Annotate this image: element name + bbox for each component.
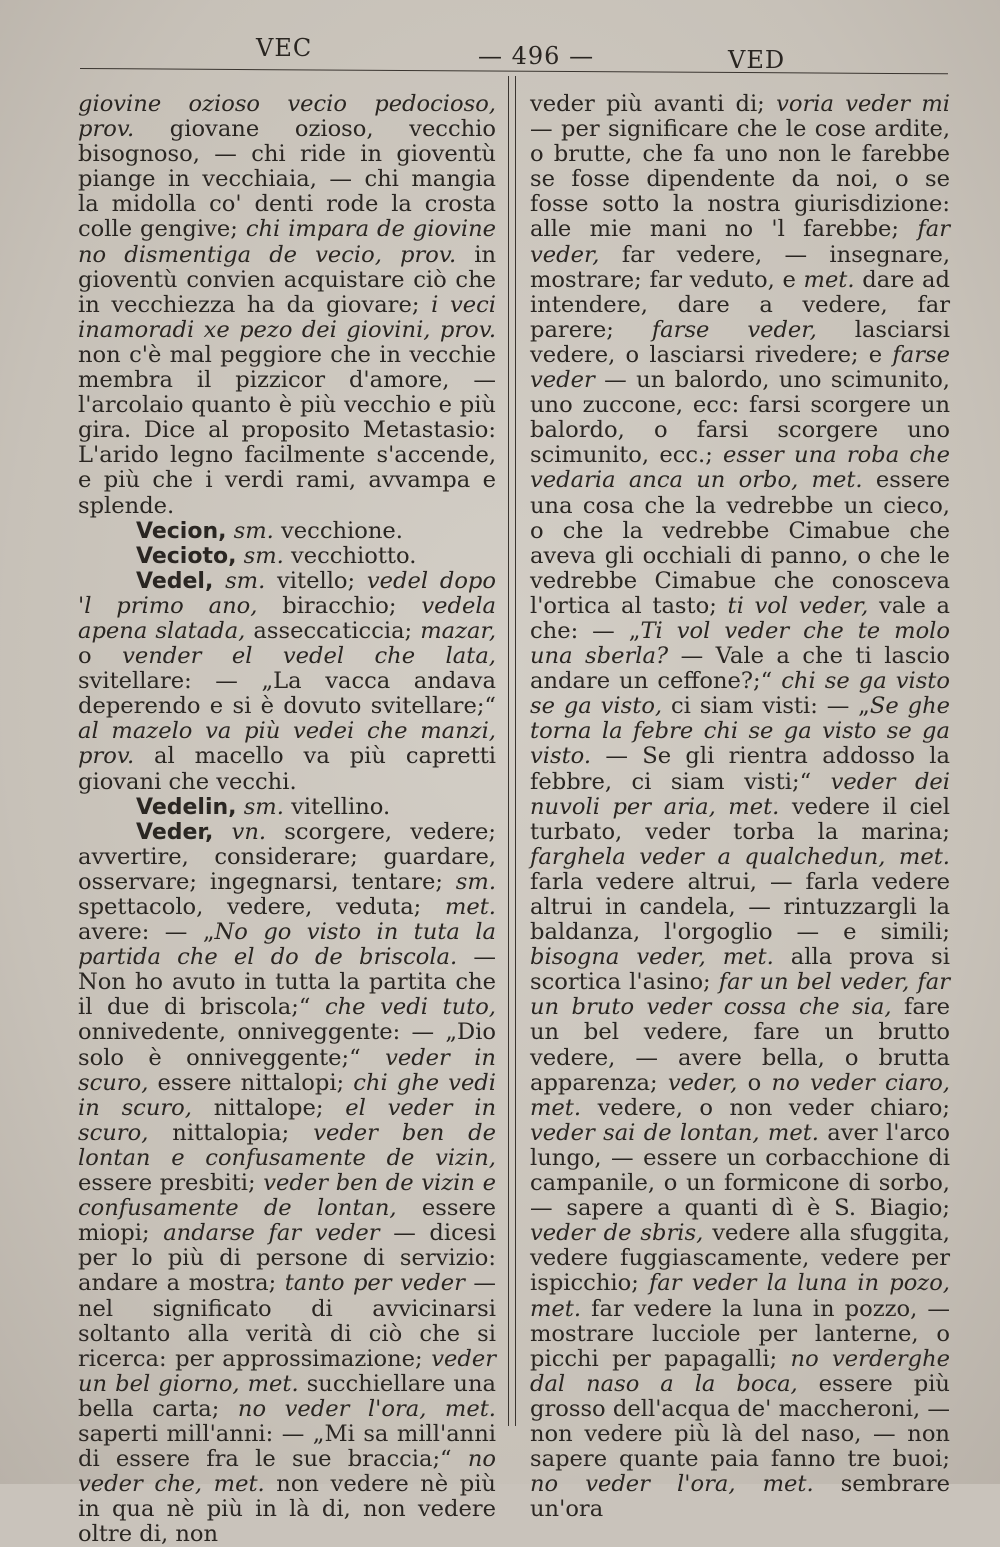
entry-headword: Vedel, [136,568,214,594]
italic-text-run: i veci inamoradi xe pezo dei giovini, prov. [78,291,496,343]
entry-headword: Vecioto, [136,543,237,569]
text-run: vecchiotto. [283,542,417,569]
italic-text-run: Ti vol veder che te molo una sberla? [530,617,950,670]
italic-text-run: chi impara de giovine no dismentiga de vecio, prov. [78,216,496,268]
dictionary-entry [78,795,496,820]
text-run: nittalopia; [148,1119,314,1146]
italic-text-run: vedela apena slatada, [78,592,497,644]
dictionary-entry [78,519,496,544]
text-run: non c'è mal peggiore che in vecchie membra il pizzicor d'amore, — l'arcolaio quanto è più vecchio e più gira. Dice al proposito Metastasio: L'arido legno facilmente s'accende, e più che i verdi rami, avvampa e splende. [78,341,496,519]
italic-text-run: veder de sbris, [530,1220,704,1247]
italic-text-run: sm. [455,868,496,895]
italic-text-run: chi se ga visto se ga visto, [530,668,950,720]
header-right-guideword: VED [728,46,786,74]
header-left-guideword: VEC [256,34,313,62]
italic-text-run: mazar, [420,617,497,644]
italic-text-run: far un bel veder, far un bruto veder cossa che sia, [530,969,950,1021]
text-run: giovane ozioso, vecchio bisognoso, — chi ride in gioventù piange in vecchiaia, — chi mangia la midolla co' denti rode la crosta colle gengive; [78,116,496,243]
entry-headword: Veder, [136,819,214,845]
italic-text-run: no veder ciaro, met. [530,1069,950,1121]
entry-continuation [530,92,950,1522]
text-run: vale a che: — „ [530,592,951,644]
text-run: vitellino. [283,793,391,820]
text-run: lasciarsi vedere, o lasciarsi rivedere; e [530,316,950,368]
text-run: non vedere nè più in qua nè più in là di, non vedere oltre di, non [78,1471,496,1547]
text-run: fare un bel vedere, fare un brutto vedere, — avere bella, o brutta apparenza; [530,994,950,1096]
text-run: — un balordo, uno scimunito, uno zuccone, ecc: farsi scorgere un balordo, o farsi scorgere uno scimunito, ecc.; [530,367,950,469]
italic-text-run: al mazelo va più vedei che manzi, prov. [78,718,496,770]
italic-text-run: farse veder, [651,316,817,343]
running-head [60,34,960,74]
text-run: far vedere la luna in pozzo, — mostrare lucciole per lanterne, o picchi per papagalli; [530,1295,950,1372]
text-run: — nel significato di avvicinarsi soltanto alla verità di ciò che si ricerca: per approssimazione; [78,1270,496,1372]
italic-text-run: che vedi tuto, [324,994,496,1021]
italic-text-run: veder ben de lontan e confusamente de vizin, [78,1119,496,1171]
text-run: vedere il ciel turbato, veder torba la marina; [530,793,950,845]
italic-text-run: no verderghe dal naso a la boca, [530,1345,951,1397]
italic-text-run: sm. [226,517,274,544]
italic-text-run: no veder che, met. [78,1446,496,1498]
dictionary-entry [78,544,496,569]
italic-text-run: no veder l'ora, met. [530,1471,814,1498]
text-run: alla prova si scortica l'asino; [530,944,950,996]
italic-text-run: veder dei nuvoli per aria, met. [530,768,951,820]
italic-text-run: vedel dopo 'l primo ano, [78,567,496,619]
text-run: veder più avanti di; [530,91,777,117]
text-run: o [737,1069,772,1096]
italic-text-run: veder ben de vizin e confusamente de lontan, [78,1170,496,1222]
italic-text-run: met. [444,894,496,920]
text-run: — Vale a che ti lascio andare un ceffone?;“ [530,643,950,695]
italic-text-run: Se ghe torna la febre chi se ga visto se ga visto. [530,693,951,770]
text-run: saperti mill'anni: — „Mi sa mill'anni di essere fra le sue braccia;“ [78,1420,496,1473]
italic-text-run: tanto per veder [284,1270,465,1297]
text-run: onnivedente, onniveggente: — „Dio solo è onniveggente;“ [78,1019,496,1071]
italic-text-run: andarse far veder [163,1220,380,1247]
dictionary-entry [78,820,496,1547]
italic-text-run: veder un bel giorno, met. [78,1345,496,1397]
left-column [78,92,496,1547]
italic-text-run: voria veder mi [776,91,950,117]
text-run: vecchione. [273,517,403,544]
text-run: — Se gli rientra addosso la febbre, ci siam visti;“ [530,743,950,795]
text-run: in gioventù convien acquistare ciò che in vecchiezza ha da giovare; [78,241,497,318]
italic-text-run: veder in scuro, [78,1044,496,1096]
text-run: dare ad intendere, dare a vedere, far parere; [530,266,950,343]
text-run: aver l'arco lungo, — essere un corbacchione di campanile, o un formicone di sorbo, — sapere a quanti dì è S. Biagio; [530,1119,951,1222]
text-run: — dicesi per lo più di persone di servizio: andare a mostra; [78,1220,496,1297]
italic-text-run: bisogna veder, met. [530,944,774,971]
italic-text-run: veder sai de lontan, met. [530,1119,819,1146]
italic-text-run: met. [803,266,855,293]
text-run: essere nittalopi; [148,1069,354,1096]
italic-text-run: sm. [213,567,266,594]
text-run: essere una cosa che la vedrebbe un cieco, o che la vedrebbe Cimabue che aveva gli occhiali di panno, o che le vedrebbe Cimabue che conosceva l'ortica al tasto; [530,467,951,619]
text-run: sembrare un'ora [530,1471,950,1523]
text-run: avere: — „ [78,919,215,946]
column-divider [508,76,516,1426]
dictionary-entry [78,569,496,795]
entry-continuation [78,92,496,519]
italic-text-run: veder, [667,1069,738,1096]
text-run: o [78,643,123,670]
italic-text-run: far veder la luna in pozo, met. [530,1270,950,1322]
text-run: vedere, o non veder chiaro; [581,1094,950,1121]
entry-headword: Vedelin, [136,794,237,820]
text-run: al macello va più capretti giovani che vecchi. [78,743,496,795]
text-run: nittalope; [191,1094,346,1121]
italic-text-run: far veder, [530,216,950,268]
italic-text-run: esser una roba che vedaria anca un orbo, met. [530,442,950,494]
text-run: farla vedere altrui, — farla vedere altrui in candela, — rintuzzargli la baldanza, l'orgoglio — e simili; [530,868,950,946]
entry-headword: Vecion, [136,518,227,544]
italic-text-run: ti vol veder, [727,592,869,619]
italic-text-run: no veder l'ora, met. [237,1395,496,1422]
text-run: vedere alla sfuggita, vedere fuggiascamente, vedere per ispicchio; [530,1220,950,1297]
text-run: biracchio; [257,592,422,619]
italic-text-run: No go visto in tuta la partida che el do de briscola. [78,919,496,971]
text-run: — per significare che le cose ardite, o brutte, che fa uno non le farebbe se fosse dipendente da noi, o se fosse sotto la nostra giurisdizione: alle mie mani no 'l farebbe; [530,116,950,243]
italic-text-run: chi ghe vedi in scuro, [78,1069,497,1121]
text-run: asseccaticcia; [245,617,421,644]
italic-text-run: giovine ozioso vecio pedocioso, prov. [78,91,496,143]
text-run: essere presbiti; [78,1170,264,1197]
text-run: essere miopi; [78,1195,496,1247]
italic-text-run: vender el vedel che lata, [122,643,496,670]
text-run: far vedere, — insegnare, mostrare; far veduto, e [530,241,950,293]
text-run: ci siam visti: — „ [662,693,870,720]
italic-text-run: sm. [236,793,284,820]
text-run: spettacolo, vedere, veduta; [78,894,445,920]
italic-text-run: farghela veder a qualchedun, met. [530,843,950,870]
italic-text-run: el veder in scuro, [78,1094,496,1146]
text-run: vitello; [265,567,367,594]
text-run: succhiellare una bella carta; [78,1370,496,1422]
text-run: — Non ho avuto in tutta la partita che il due di briscola;“ [78,944,496,1021]
italic-text-run: sm. [236,542,284,569]
italic-text-run: vn. [213,818,267,845]
text-run: svitellare: — „La vacca andava deperendo e si è dovuto svitellare;“ [78,668,496,720]
italic-text-run: farse veder [530,341,950,394]
text-run: essere più grosso dell'acqua de' maccheroni, — non vedere più là del naso, — non sapere quante paia fanno tre buoi; [530,1370,950,1473]
page-number: — 496 — [478,42,595,70]
right-column [530,92,950,1522]
text-run: scorgere, vedere; avvertire, considerare; guardare, osservare; ingegnarsi, tentare; [78,818,496,895]
